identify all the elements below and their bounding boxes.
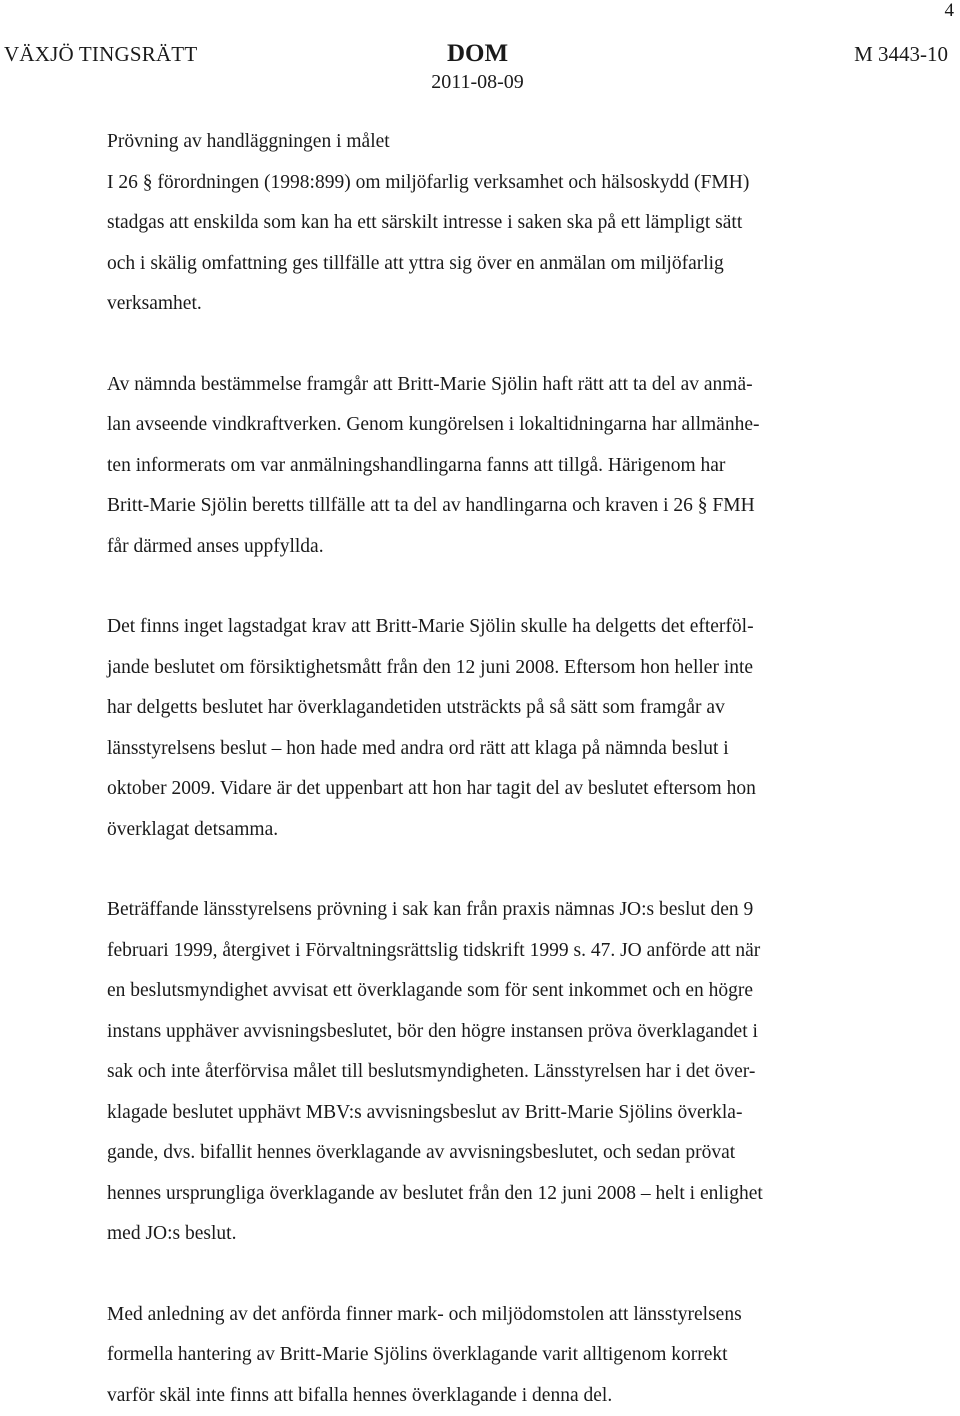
text-line: lan avseende vindkraftverken. Genom kungörelsen i lokaltidningarna har allmänhe- [107, 405, 897, 446]
text-line: med JO:s beslut. [107, 1214, 897, 1255]
text-line: får därmed anses uppfyllda. [107, 527, 897, 568]
document-type: DOM [420, 40, 535, 68]
text-line: hennes ursprungliga överklagande av beslutet från den 12 juni 2008 – helt i enlighet [107, 1174, 897, 1215]
paragraph-gap [107, 1255, 897, 1295]
text-line: och i skälig omfattning ges tillfälle att yttra sig över en anmälan om miljöfarlig [107, 244, 897, 285]
text-line: varför skäl inte finns att bifalla hennes överklagande i denna del. [107, 1376, 897, 1416]
text-line: verksamhet. [107, 284, 897, 325]
text-line: sak och inte återförvisa målet till beslutsmyndigheten. Länsstyrelsen har i det över- [107, 1052, 897, 1093]
text-line: överklagat detsamma. [107, 810, 897, 851]
text-line: I 26 § förordningen (1998:899) om miljöfarlig verksamhet och hälsoskydd (FMH) [107, 163, 897, 204]
header-center [420, 40, 535, 96]
page-number: 4 [945, 0, 955, 22]
text-line: Beträffande länsstyrelsens prövning i sak kan från praxis nämnas JO:s beslut den 9 [107, 890, 897, 931]
text-line: en beslutsmyndighet avvisat ett överklagande som för sent inkommet och en högre [107, 971, 897, 1012]
text-line: februari 1999, återgivet i Förvaltningsrättslig tidskrift 1999 s. 47. JO anförde att när [107, 931, 897, 972]
paragraph-gap [107, 325, 897, 365]
paragraph-gap [107, 567, 897, 607]
text-line: stadgas att enskilda som kan ha ett särskilt intresse i saken ska på ett lämpligt sätt [107, 203, 897, 244]
paragraph [107, 365, 897, 568]
document-date: 2011-08-09 [420, 68, 535, 96]
text-line: har delgetts beslutet har överklagandetiden utsträckts på så sätt som framgår av [107, 688, 897, 729]
paragraph [107, 163, 897, 325]
text-line: ten informerats om var anmälningshandlingarna fanns att tillgå. Härigenom har [107, 446, 897, 487]
text-line: Av nämnda bestämmelse framgår att Britt-Marie Sjölin haft rätt att ta del av anmä- [107, 365, 897, 406]
text-line: Det finns inget lagstadgat krav att Britt-Marie Sjölin skulle ha delgetts det efterföl- [107, 607, 897, 648]
text-line: oktober 2009. Vidare är det uppenbart att hon har tagit del av beslutet eftersom hon [107, 769, 897, 810]
text-line: länsstyrelsens beslut – hon hade med andra ord rätt att klaga på nämnda beslut i [107, 729, 897, 770]
document-body [107, 122, 897, 1416]
text-line: klagade beslutet upphävt MBV:s avvisningsbeslut av Britt-Marie Sjölins överkla- [107, 1093, 897, 1134]
document-header [0, 40, 960, 100]
text-line: gande, dvs. bifallit hennes överklagande av avvisningsbeslutet, och sedan prövat [107, 1133, 897, 1174]
section-heading: Prövning av handläggningen i målet [107, 122, 897, 163]
text-line: formella hantering av Britt-Marie Sjölins överklagande varit alltigenom korrekt [107, 1335, 897, 1376]
paragraph [107, 607, 897, 850]
paragraph [107, 1295, 897, 1416]
text-line: Britt-Marie Sjölin beretts tillfälle att ta del av handlingarna och kraven i 26 § FMH [107, 486, 897, 527]
court-name: VÄXJÖ TINGSRÄTT [4, 42, 197, 67]
text-line: Med anledning av det anförda finner mark- och miljödomstolen att länsstyrelsens [107, 1295, 897, 1336]
paragraph-gap [107, 850, 897, 890]
text-line: instans upphäver avvisningsbeslutet, bör den högre instansen pröva överklagandet i [107, 1012, 897, 1053]
case-number: M 3443-10 [854, 42, 948, 67]
text-line: jande beslutet om försiktighetsmått från den 12 juni 2008. Eftersom hon heller inte [107, 648, 897, 689]
paragraph [107, 890, 897, 1255]
